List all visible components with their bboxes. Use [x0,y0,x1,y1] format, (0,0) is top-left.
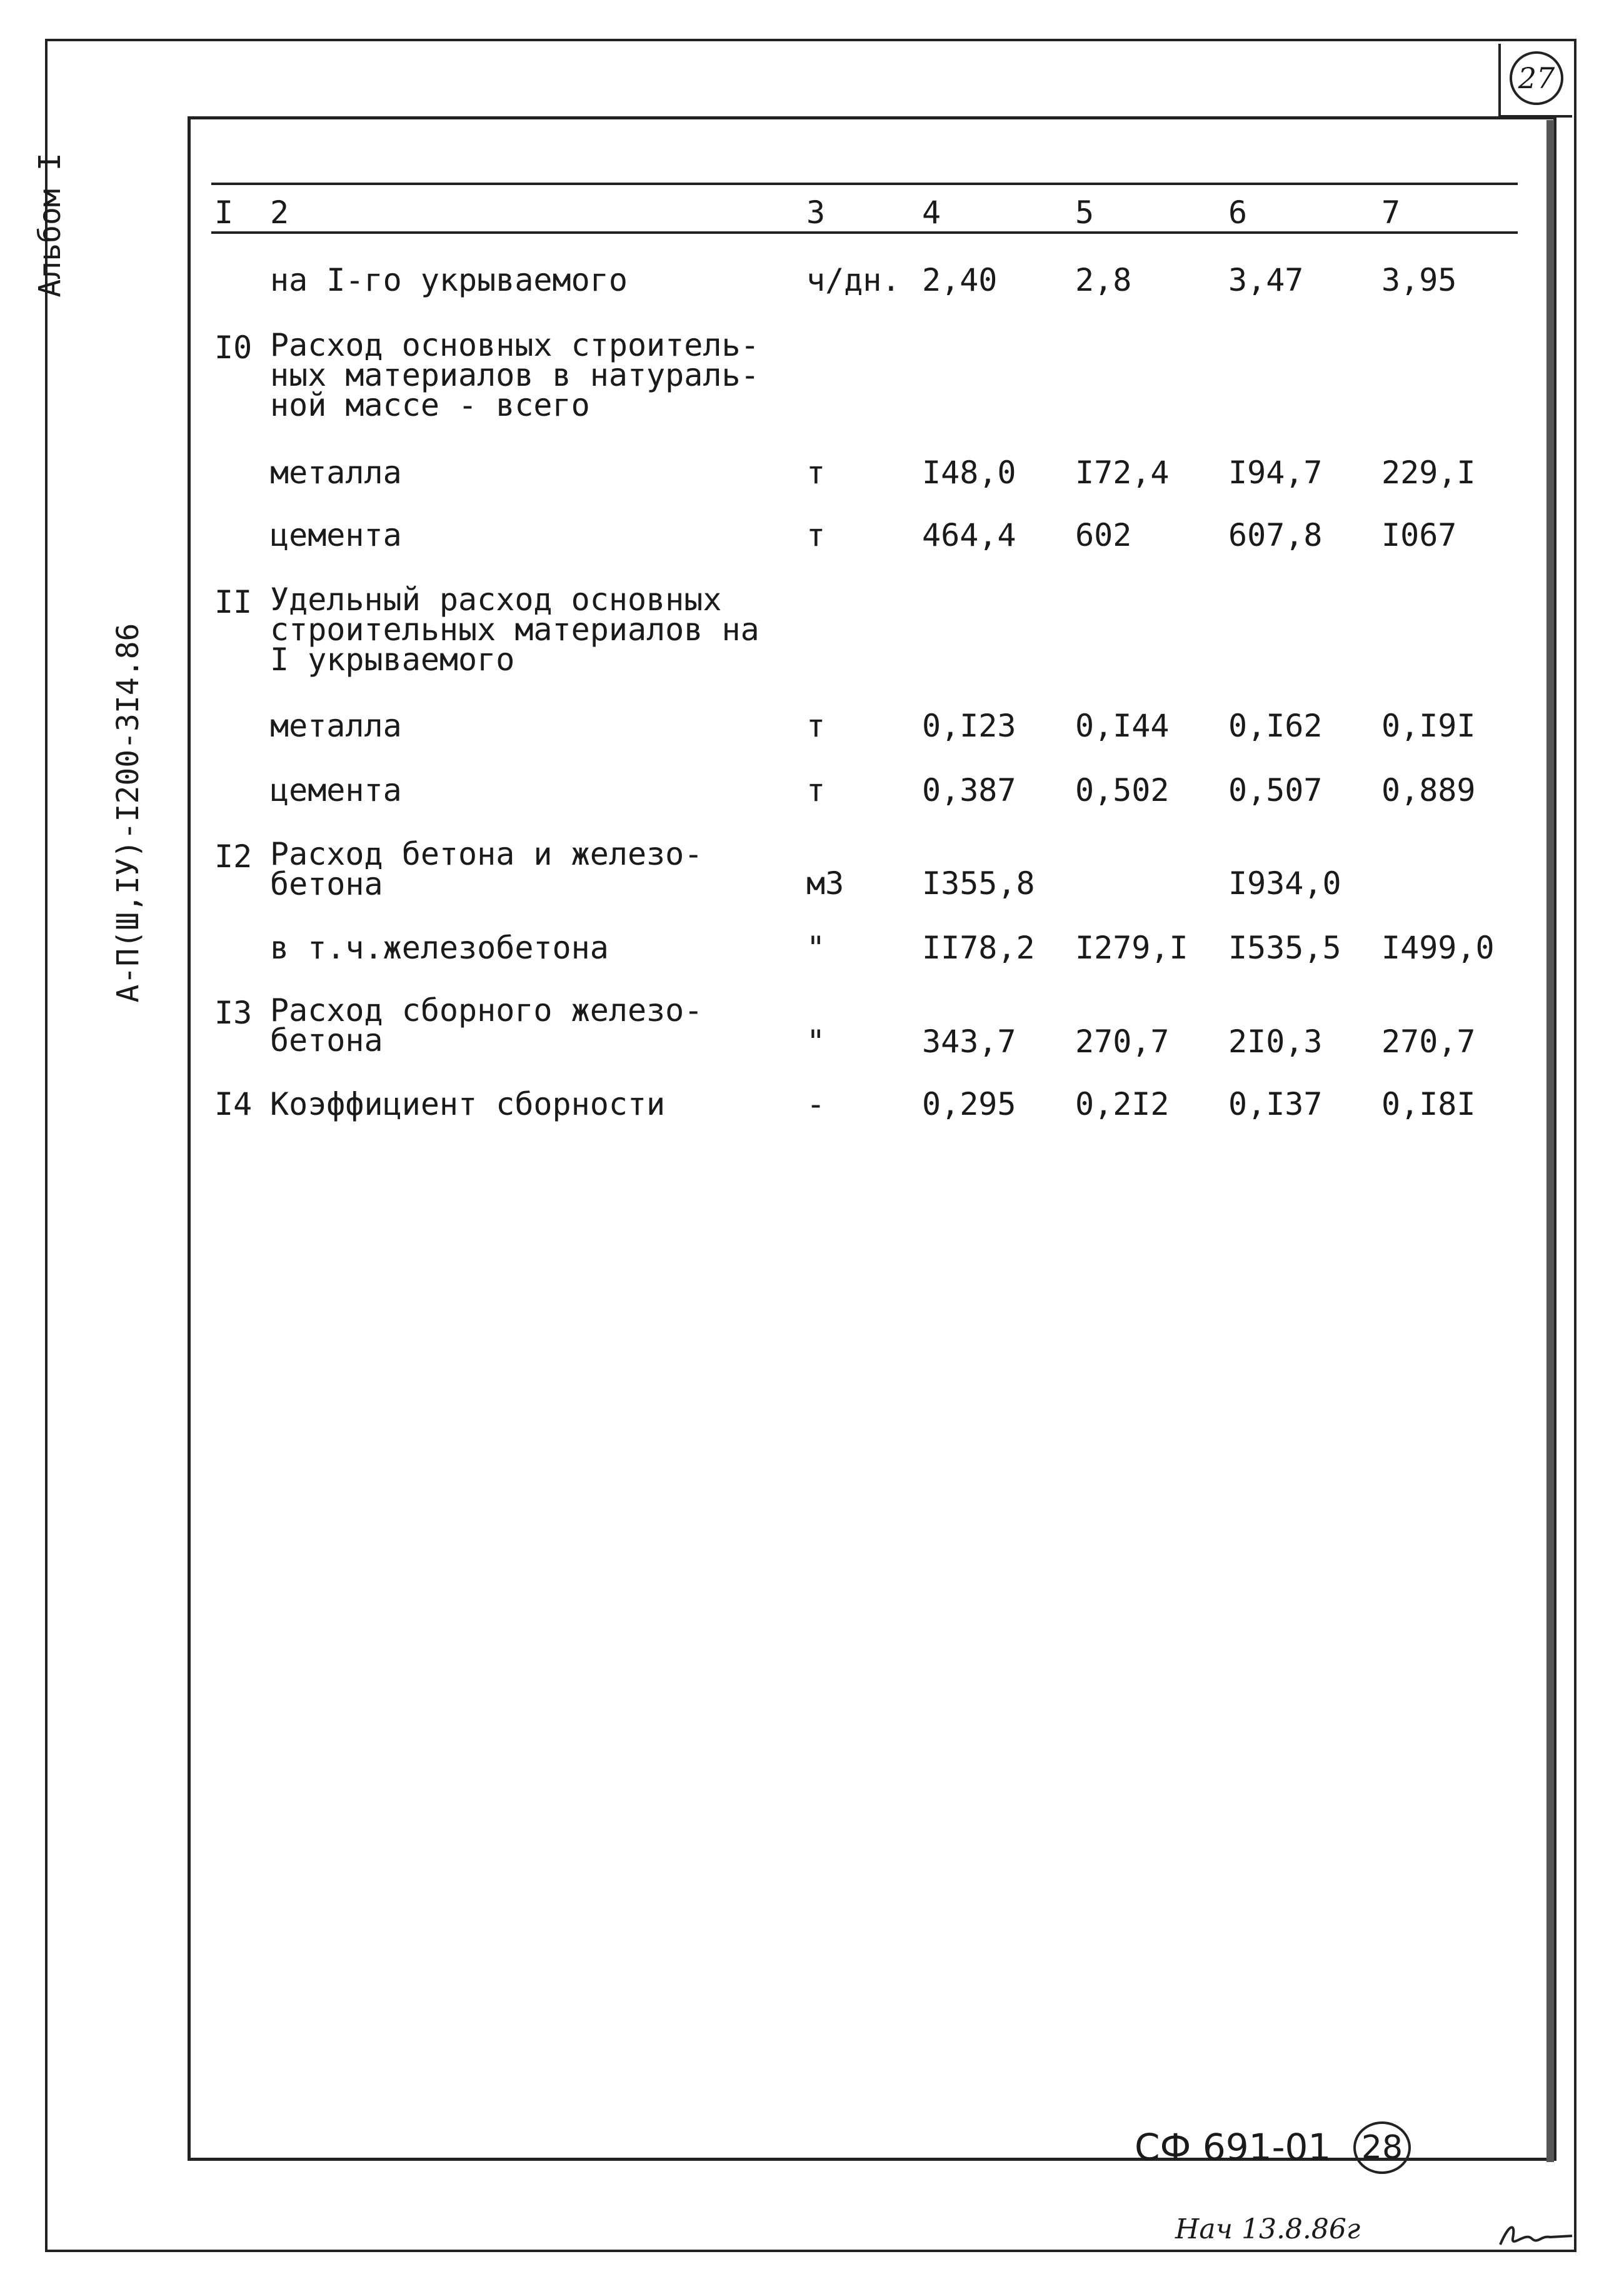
document-code: А-П(Ш,IУ)-I200-3I4.86 [111,623,146,1003]
row-value-5: I72,4 [1075,455,1170,491]
row-name: в т.ч.железобетона [270,930,609,966]
row-value-4: I355,8 [922,865,1035,902]
header-col-7: 7 [1381,194,1401,231]
row-value-6: 607,8 [1228,517,1323,553]
row-value-5: 0,502 [1075,772,1170,808]
row-number: I3 [214,995,253,1031]
handwritten-note: Нач 13.8.86г [1175,2213,1361,2245]
row-value-5: I279,I [1075,930,1188,966]
row-value-4: 464,4 [922,517,1016,553]
row-value-4: 0,I23 [922,708,1016,744]
signature-scrawl [1494,2220,1575,2251]
row-value-4: I48,0 [922,455,1016,491]
row-value-7: 0,889 [1381,772,1476,808]
row-unit: - [806,1086,826,1122]
page-number: 27 [1510,51,1563,105]
row-name: цемента [270,517,402,553]
row-value-4: 2,40 [922,262,998,298]
row-value-7: I067 [1381,517,1457,553]
row-name: металла [270,455,402,491]
row-name: Расход основных строитель-ных материалов в натураль-ной массе - всего [270,327,759,423]
row-unit: т [806,708,826,744]
header-bottom-rule [211,231,1518,234]
row-value-6: 0,507 [1228,772,1323,808]
header-col-5: 5 [1075,194,1095,231]
row-value-7: 3,95 [1381,262,1457,298]
row-unit: м3 [806,865,845,902]
header-col-3: 3 [806,194,826,231]
row-value-4: 0,387 [922,772,1016,808]
row-unit: т [806,455,826,491]
header-col-4: 4 [922,194,941,231]
page-number-box [1498,44,1572,118]
row-name: цемента [270,772,402,808]
row-unit: " [806,1024,826,1060]
row-number: II [214,584,253,620]
row-name: на I-го укрываемого [270,262,628,298]
row-value-7: I499,0 [1381,930,1495,966]
row-value-7: 0,I9I [1381,708,1476,744]
row-value-7: 270,7 [1381,1024,1476,1060]
row-value-6: I535,5 [1228,930,1341,966]
row-value-5: 0,I44 [1075,708,1170,744]
stamp-code: СФ 691-01 [1135,2126,1331,2168]
row-value-6: 3,47 [1228,262,1304,298]
header-col-6: 6 [1228,194,1248,231]
row-number: I4 [214,1086,253,1122]
sheet-number: 28 [1353,2121,1411,2174]
row-name: Коэффициент сборности [270,1086,666,1122]
row-value-7: 0,I8I [1381,1086,1476,1122]
row-unit: " [806,930,826,966]
row-value-6: I934,0 [1228,865,1341,902]
row-value-7: 229,I [1381,455,1476,491]
row-name: металла [270,708,402,744]
inner-frame-shadow [1546,120,1554,2162]
row-number: I2 [214,838,253,875]
row-unit: т [806,517,826,553]
row-unit: т [806,772,826,808]
header-col-1: I [214,194,234,231]
row-value-4: 0,295 [922,1086,1016,1122]
row-name: Расход сборного железо-бетона [270,992,703,1059]
row-value-6: 0,I62 [1228,708,1323,744]
header-col-2: 2 [270,194,289,231]
row-value-4: 343,7 [922,1024,1016,1060]
row-name: Удельный расход основных строительных материалов на I укрываемого [270,581,759,678]
row-value-5: 0,2I2 [1075,1086,1170,1122]
row-value-6: I94,7 [1228,455,1323,491]
row-name: Расход бетона и железо-бетона [270,836,703,902]
album-label: Альбом I [33,153,68,298]
row-value-4: II78,2 [922,930,1035,966]
row-value-6: 0,I37 [1228,1086,1323,1122]
header-top-rule [211,183,1518,185]
row-value-5: 602 [1075,517,1132,553]
row-number: I0 [214,330,253,366]
row-value-5: 270,7 [1075,1024,1170,1060]
row-unit: ч/дн. [806,262,901,298]
row-value-6: 2I0,3 [1228,1024,1323,1060]
row-value-5: 2,8 [1075,262,1132,298]
